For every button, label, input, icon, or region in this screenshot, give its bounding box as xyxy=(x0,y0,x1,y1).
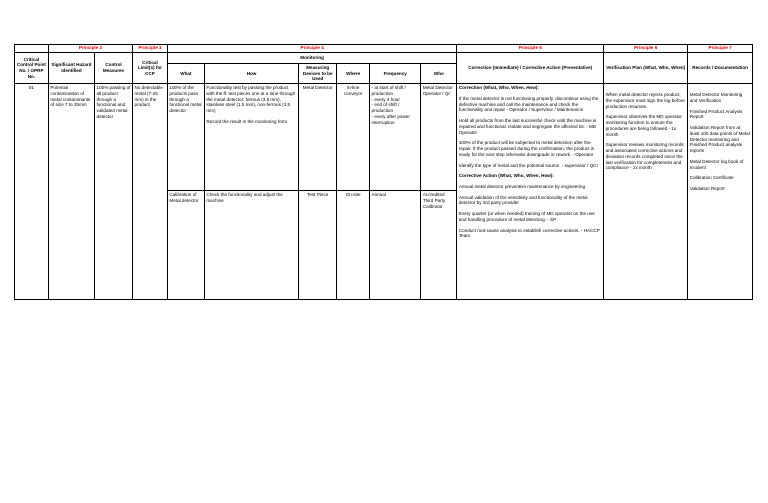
monitoring-how-cell xyxy=(204,84,298,191)
header-row-1 xyxy=(15,53,753,64)
header-what: What xyxy=(167,64,204,84)
principle-7-label: Principle 7 xyxy=(688,45,753,53)
principle-4-label: Principle 4 xyxy=(167,45,456,53)
monitoring-device-cell: Metal Detector xyxy=(299,84,337,191)
corrective-item: Every quarter (or when needed) training of MD operator on the use and handling procedure of metal detecting. - SP xyxy=(458,211,595,222)
records-item: Calibration Certificate xyxy=(689,175,734,181)
calibration-who-cell: Accredited Third Party Calibrator xyxy=(421,191,457,300)
corrective-item: Annual metal detector preventive maintenance by engineering xyxy=(458,184,586,190)
header-control-measures: Control Measures xyxy=(95,53,133,84)
calibration-where-cell: On-site xyxy=(337,191,370,300)
header-who: Who xyxy=(421,64,457,84)
header-hazard: Significant Hazard Identified xyxy=(48,53,94,84)
header-how: How xyxy=(204,64,298,84)
header-frequency: Frequency xyxy=(370,64,421,84)
correction-item: If the metal detector is not functioning properly, discontinue using the defective machine and call the maintenance and check the functionality and repair - Operator / Supervisor / Maintenance xyxy=(458,95,599,113)
correction-cell xyxy=(457,84,604,300)
calibration-what-cell: Calibration of Metal detector xyxy=(167,191,204,300)
calibration-frequency-cell: Annual xyxy=(370,191,421,300)
header-verification: Verification Plan (What, Who, When) xyxy=(604,53,688,84)
records-item: Validation Report xyxy=(689,186,725,192)
header-where: Where xyxy=(337,64,370,84)
header-devices: Measuring Devices to be Used xyxy=(299,64,337,84)
haccp-plan-table xyxy=(14,44,753,300)
verification-item: Supervisor reviews monitoring records and associated corrective actions and deviation records completed since the last verification for completeness and compliance - 1x month xyxy=(605,142,684,171)
header-critical-limits: Critical Limit(s) for CCP xyxy=(133,53,168,84)
calibration-device-cell: Test Piece xyxy=(299,191,337,300)
records-item: Metal Detector Monitoring and Verification xyxy=(689,92,743,103)
ccp-number: 01 xyxy=(15,84,49,300)
principles-row xyxy=(15,45,753,53)
corrective-item: Annual validation of the sensitivity and functionality of the metal detector by 3rd party provider xyxy=(458,194,588,206)
verification-cell xyxy=(604,84,688,300)
principle-6-label: Principle 6 xyxy=(604,45,688,53)
monitoring-frequency-cell: - at start of shift / production - every 4 hour - end of shift / production - every after power interruption xyxy=(370,84,421,191)
header-correction: Correction (Immediate) / Corrective Action (Preventative) xyxy=(457,53,604,84)
how-test-text: Functionality test by passing the product with the ff. test pieces one at a time through the metal detector: ferrous (3.5 mm), stainless steel (1.5 mm), non-ferrous (3.5 mm) xyxy=(206,85,296,114)
control-measures-cell: 100% passing of all product through a functional and validated metal detector xyxy=(95,84,133,300)
verification-item: Supervisor observes the MD operator monitoring function to ensure the procedures are being followed - 1x month xyxy=(605,114,682,137)
monitoring-where-cell: In-line conveyor xyxy=(337,84,370,191)
records-item: Finished Product Analysis Report xyxy=(689,108,743,120)
how-record-text: Record the result in the monitoring form xyxy=(206,118,288,124)
verification-item: When metal detector rejects product, the supervisor must sign the log before production resumes. xyxy=(605,92,685,109)
correction-subtitle: Correction (What, Who, When, How): xyxy=(458,85,539,91)
records-item: Metal Detector log book of Incident xyxy=(689,158,744,170)
critical-limits-cell: No detectable metal (7-25 mm) in the product xyxy=(133,84,168,300)
corrective-action-subtitle: Corrective Action (What, Who, When, How): xyxy=(458,173,554,179)
monitoring-who-cell: Metal Detector Operator / QI xyxy=(421,84,457,191)
monitoring-what-cell: 100% of the products pass through a functional metal detector xyxy=(167,84,204,191)
records-cell xyxy=(688,84,753,300)
header-ccp-no: Critical Control Point No. / OPRP No. xyxy=(15,53,49,84)
correction-item: Hold all products from the last successful check until the machine is repaired and functional. Isolate and segregate the affected lot. - MD Operator xyxy=(458,118,597,135)
header-records: Records / Documentation xyxy=(688,53,753,84)
principle-5-label: Principle 5 xyxy=(457,45,604,53)
calibration-how-cell: Check the functionality and adjust the machine xyxy=(204,191,298,300)
correction-item: Identify the type of metal and the potential source. - supervisor / QCI xyxy=(458,162,598,168)
table-row xyxy=(15,84,753,191)
correction-item: 100% of the product will be subjected to metal detection after the repair. If the product passed during the confirmation, the product is ready for the next step otherwise downgrade or rework. - Operator xyxy=(458,140,594,157)
records-item: Validation Report from at least 100 data points of Metal Detector monitoring and Finished Product analysis reports xyxy=(689,125,750,154)
header-monitoring: Monitoring xyxy=(167,53,456,64)
hazard-cell: Potential contamination of metal contaminants of size 7 to 25mm xyxy=(48,84,94,300)
corrective-item: Conduct root-cause analysis to establish corrective actions. - HACCP Team xyxy=(458,227,600,239)
principle-3-label: Principle 3 xyxy=(133,45,168,53)
principle-2-label: Principle 2 xyxy=(48,45,132,53)
